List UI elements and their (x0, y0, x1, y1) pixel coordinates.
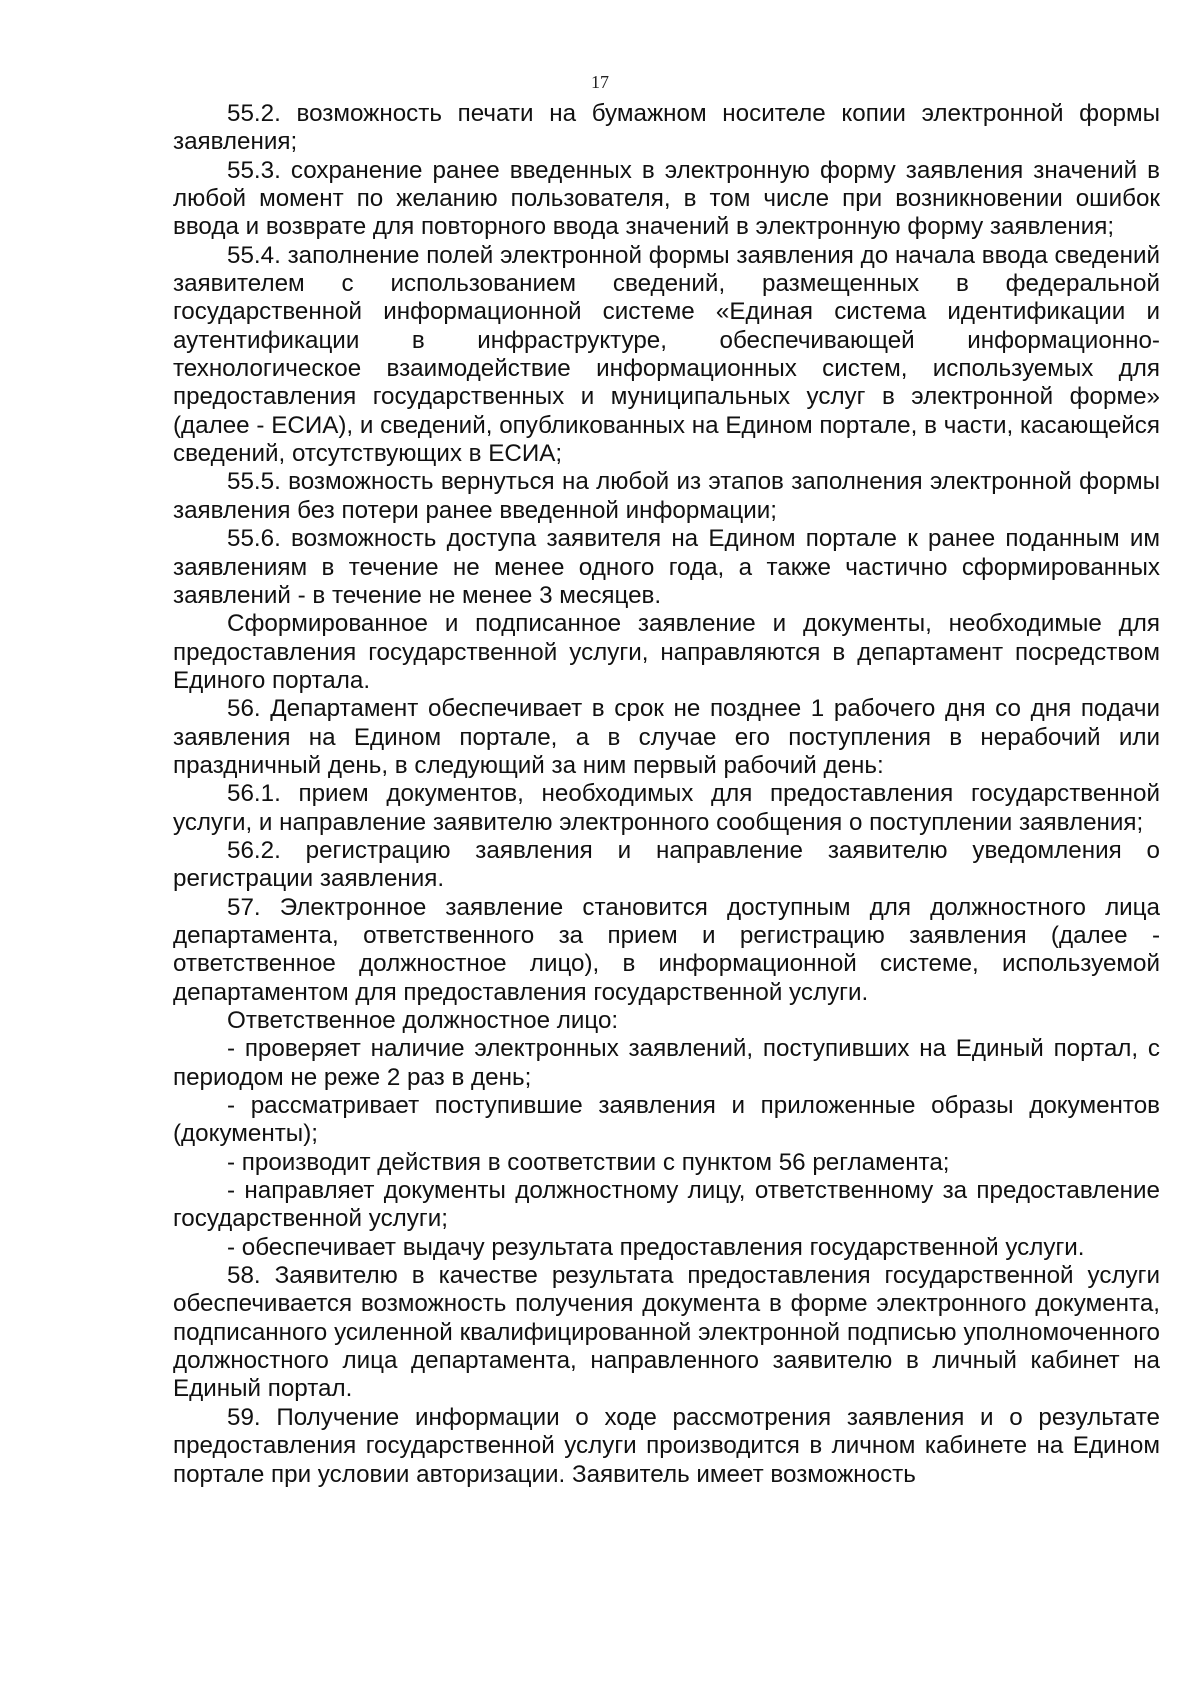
list-item-ensures: - обеспечивает выдачу результата предоставления государственной услуги. (227, 1233, 1085, 1261)
paragraph-56-1: 56.1. прием документов, необходимых для предоставления государственной услуги, и направление заявителю электронного сообщения о поступлении заявления; (173, 780, 1160, 836)
paragraph-55-6: 55.6. возможность доступа заявителя на Едином портале к ранее поданным им заявлениям в течение не менее одного года, а также частично сформированных заявлений - в течение не менее 3 месяцев. (173, 525, 1160, 609)
paragraph-57: 57. Электронное заявление становится доступным для должностного лица департамента, ответственного за прием и регистрацию заявления (далее - ответственное должностное лицо), в информационной системе, используемой департаментом для предоставления государственной услуги. (173, 893, 1160, 1006)
paragraph-59: 59. Получение информации о ходе рассмотрения заявления и о результате предоставления государственной услуги производится в личном кабинете на Едином портале при условии авторизации. Заявитель имеет возможность (173, 1403, 1160, 1488)
list-item-reviews: - рассматривает поступившие заявления и приложенные образы документов (документы); (173, 1092, 1160, 1148)
document-body (173, 100, 1160, 1489)
paragraph-submission: Сформированное и подписанное заявление и документы, необходимые для предоставления государственной услуги, направляются в департамент посредством Единого портала. (173, 610, 1160, 694)
paragraph-55-4: 55.4. заполнение полей электронной формы заявления до начала ввода сведений заявителем с использованием сведений, размещенных в федеральной государственной информационной системе «Единая система идентификации и аутентификации в инфраструктуре, обеспечивающей информационно-технологическое взаимодействие информационных систем, используемых для предоставления государственных и муниципальных услуг в электронной форме» (далее - ЕСИА), и сведений, опубликованных на Едином портале, в части, касающейся сведений, отсутствующих в ЕСИА; (173, 241, 1160, 468)
paragraph-58: 58. Заявителю в качестве результата предоставления государственной услуги обеспечивается возможность получения документа в форме электронного документа, подписанного усиленной квалифицированной электронной подписью уполномоченного должностного лица департамента, направленного заявителю в личный кабинет на Единый портал. (173, 1262, 1160, 1403)
paragraph-56: 56. Департамент обеспечивает в срок не позднее 1 рабочего дня со дня подачи заявления на Едином портале, а в случае его поступления в нерабочий или праздничный день, в следующий за ним первый рабочий день: (173, 695, 1160, 779)
list-item-actions: - производит действия в соответствии с пунктом 56 регламента; (227, 1148, 950, 1176)
list-item-forwards: - направляет документы должностному лицу, ответственному за предоставление государственной услуги; (173, 1177, 1160, 1233)
paragraph-55-5: 55.5. возможность вернуться на любой из этапов заполнения электронной формы заявления без потери ранее введенной информации; (173, 468, 1160, 524)
paragraph-56-2: 56.2. регистрацию заявления и направление заявителю уведомления о регистрации заявления. (173, 836, 1160, 893)
paragraph-responsible-official: Ответственное должностное лицо: (227, 1007, 619, 1034)
paragraph-55-2: 55.2. возможность печати на бумажном носителе копии электронной формы заявления; (173, 100, 1160, 156)
list-item-checks: - проверяет наличие электронных заявлений, поступивших на Единый портал, с периодом не реже 2 раз в день; (173, 1035, 1160, 1091)
paragraph-55-3: 55.3. сохранение ранее введенных в электронную форму заявления значений в любой момент по желанию пользователя, в том числе при возникновении ошибок ввода и возврате для повторного ввода значений в электронную форму заявления; (173, 156, 1160, 241)
page-number: 17 (591, 72, 609, 92)
